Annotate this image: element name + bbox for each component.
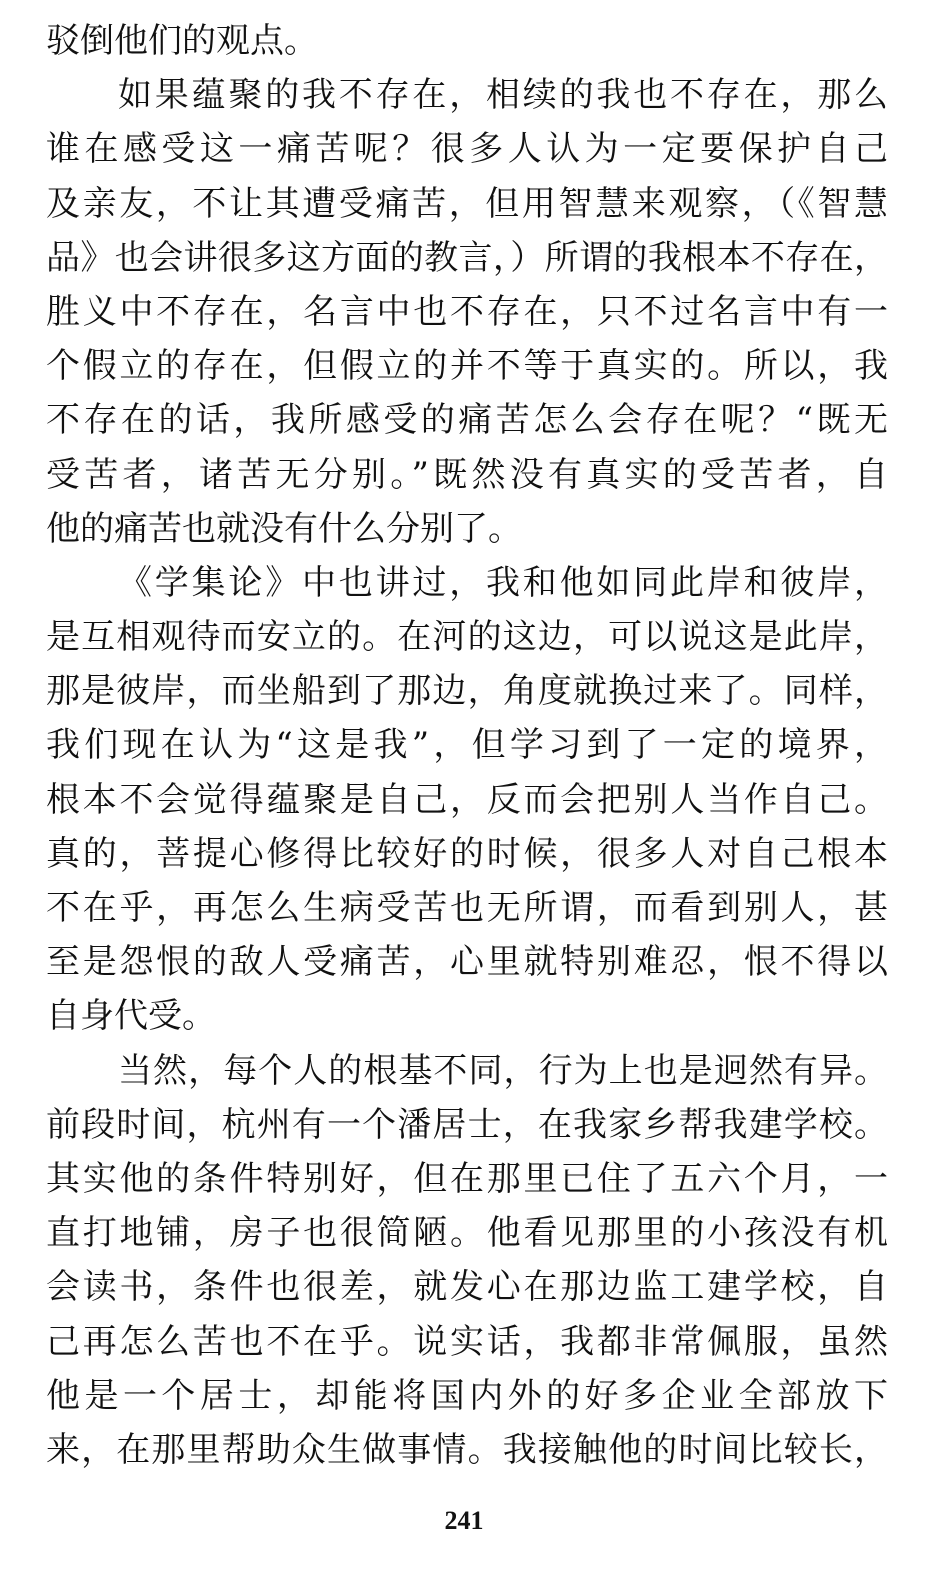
text-line: 自身代受。	[46, 996, 216, 1037]
text-line: 及亲友，不让其遭受痛苦，但用智慧来观察，（《智慧	[46, 183, 888, 224]
text-line: 不存在的话，我所感受的痛苦怎么会存在呢？“既无	[46, 400, 888, 441]
text-line: 他的痛苦也就没有什么分别了。	[46, 508, 522, 549]
text-line: 根本不会觉得蕴聚是自己，反而会把别人当作自己。	[46, 779, 888, 820]
text-line: 前段时间，杭州有一个潘居士，在我家乡帮我建学校。	[46, 1104, 888, 1145]
text-line: 至是怨恨的敌人受痛苦，心里就特别难忍，恨不得以	[46, 942, 888, 983]
text-line: 其实他的条件特别好，但在那里已住了五六个月，一	[46, 1158, 888, 1199]
text-line: 会读书，条件也很差，就发心在那边监工建学校，自	[46, 1267, 888, 1308]
text-line: 来，在那里帮助众生做事情。我接触他的时间比较长，	[46, 1429, 888, 1470]
text-line: 他是一个居士，却能将国内外的好多企业全部放下	[46, 1375, 888, 1416]
text-line: 我们现在认为“这是我”，但学习到了一定的境界，	[46, 725, 888, 766]
text-line: 那是彼岸，而坐船到了那边，角度就换过来了。同样，	[46, 671, 888, 712]
text-line: 不在乎，再怎么生病受苦也无所谓，而看到别人，甚	[46, 888, 888, 928]
page-number: 241	[444, 1506, 484, 1535]
text-line: 品》也会讲很多这方面的教言，）所谓的我根本不存在，	[46, 237, 888, 278]
body-text	[46, 14, 888, 1477]
text-line: 直打地铺，房子也很简陋。他看见那里的小孩没有机	[46, 1213, 888, 1254]
text-line: 驳倒他们的观点。	[46, 21, 318, 61]
text-line: 谁在感受这一痛苦呢？很多人认为一定要保护自己	[46, 129, 888, 170]
text-line: 个假立的存在，但假立的并不等于真实的。所以，我	[46, 346, 888, 387]
text-line: 己再怎么苦也不在乎。说实话，我都非常佩服，虽然	[46, 1321, 888, 1362]
text-line: 是互相观待而安立的。在河的这边，可以说这是此岸，	[46, 617, 888, 658]
text-line: 如果蕴聚的我不存在，相续的我也不存在，那么	[118, 75, 888, 116]
text-line: 受苦者，诸苦无分别。”既然没有真实的受苦者，自	[46, 454, 888, 495]
text-line: 《学集论》中也讲过，我和他如同此岸和彼岸，	[118, 562, 888, 603]
text-line: 真的，菩提心修得比较好的时候，很多人对自己根本	[46, 833, 888, 874]
text-line: 胜义中不存在，名言中也不存在，只不过名言中有一	[46, 291, 888, 332]
text-line: 当然，每个人的根基不同，行为上也是迥然有异。	[118, 1050, 888, 1091]
